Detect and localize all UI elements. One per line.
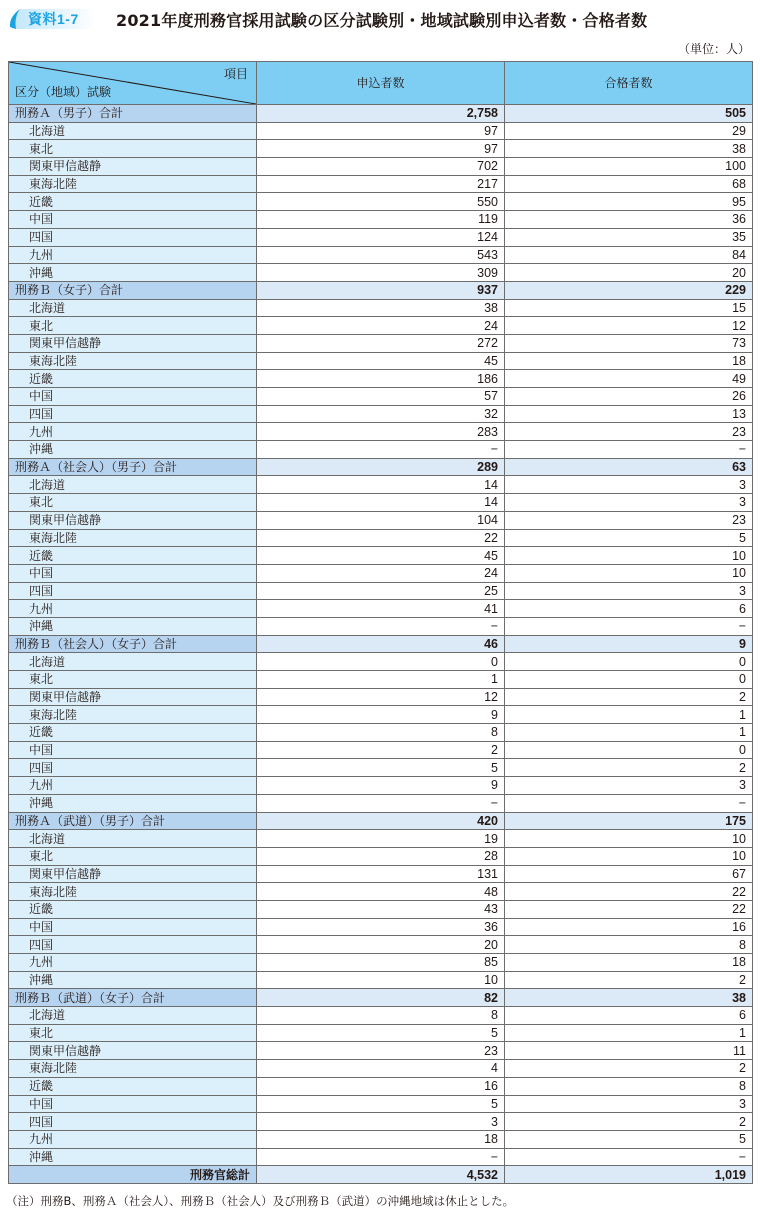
region-passed: 23 <box>505 423 753 441</box>
table-body <box>9 105 753 1184</box>
region-applicants: 2 <box>257 741 505 759</box>
region-name: 北海道 <box>9 122 257 140</box>
region-applicants: 43 <box>257 900 505 918</box>
column-header-passed: 合格者数 <box>505 62 753 105</box>
region-row <box>9 1077 753 1095</box>
region-passed: 11 <box>505 1042 753 1060</box>
region-row <box>9 741 753 759</box>
document-badge <box>6 7 98 31</box>
region-row <box>9 582 753 600</box>
region-passed: 16 <box>505 918 753 936</box>
group-passed: 9 <box>505 635 753 653</box>
region-passed: 26 <box>505 388 753 406</box>
table-header-row <box>9 62 753 105</box>
region-passed: 6 <box>505 1007 753 1025</box>
region-row <box>9 777 753 795</box>
region-name: 近畿 <box>9 900 257 918</box>
region-row <box>9 706 753 724</box>
grand-total-applicants: 4,532 <box>257 1166 505 1184</box>
region-passed: 100 <box>505 158 753 176</box>
region-row <box>9 865 753 883</box>
region-name: 東北 <box>9 317 257 335</box>
region-row <box>9 1007 753 1025</box>
group-label: 刑務Ａ（武道）（男子）合計 <box>9 812 257 830</box>
region-passed: 49 <box>505 370 753 388</box>
group-label: 刑務Ａ（男子）合計 <box>9 105 257 123</box>
region-row <box>9 211 753 229</box>
region-name: 東北 <box>9 847 257 865</box>
region-passed: 8 <box>505 1077 753 1095</box>
region-row <box>9 653 753 671</box>
region-passed: 2 <box>505 971 753 989</box>
unit-label: （単位：人） <box>677 42 750 56</box>
region-row <box>9 158 753 176</box>
region-applicants: 119 <box>257 211 505 229</box>
region-name: 近畿 <box>9 370 257 388</box>
region-passed: 10 <box>505 830 753 848</box>
region-name: 四国 <box>9 228 257 246</box>
region-passed: 29 <box>505 122 753 140</box>
region-name: 近畿 <box>9 1077 257 1095</box>
region-row <box>9 405 753 423</box>
region-name: 東北 <box>9 1024 257 1042</box>
region-applicants: 3 <box>257 1113 505 1131</box>
region-name: 九州 <box>9 600 257 618</box>
grand-total-passed: 1,019 <box>505 1166 753 1184</box>
region-name: 関東甲信越静 <box>9 334 257 352</box>
region-passed: 35 <box>505 228 753 246</box>
region-applicants: − <box>257 441 505 459</box>
region-applicants: 309 <box>257 264 505 282</box>
region-applicants: 38 <box>257 299 505 317</box>
page-title: 2021年度刑務官採用試験の区分試験別・地域試験別申込者数・合格者数 <box>116 10 648 30</box>
region-applicants: 45 <box>257 352 505 370</box>
region-passed: 15 <box>505 299 753 317</box>
region-row <box>9 122 753 140</box>
region-applicants: 16 <box>257 1077 505 1095</box>
region-passed: 84 <box>505 246 753 264</box>
region-name: 中国 <box>9 564 257 582</box>
region-applicants: 1 <box>257 671 505 689</box>
region-passed: 20 <box>505 264 753 282</box>
region-applicants: 24 <box>257 564 505 582</box>
column-header-applicants: 申込者数 <box>257 62 505 105</box>
region-row <box>9 688 753 706</box>
region-passed: − <box>505 441 753 459</box>
footnote: （注）刑務B、刑務Ａ（社会人）、刑務Ｂ（社会人）及び刑務Ｂ（武道）の沖縄地域は休止とした。 <box>6 1194 515 1208</box>
region-passed: 10 <box>505 547 753 565</box>
region-applicants: 25 <box>257 582 505 600</box>
region-passed: 5 <box>505 1130 753 1148</box>
region-applicants: 9 <box>257 706 505 724</box>
region-passed: 2 <box>505 1113 753 1131</box>
region-name: 九州 <box>9 777 257 795</box>
region-applicants: 5 <box>257 759 505 777</box>
region-applicants: 14 <box>257 494 505 512</box>
region-name: 関東甲信越静 <box>9 865 257 883</box>
region-passed: 6 <box>505 600 753 618</box>
group-label: 刑務Ｂ（女子）合計 <box>9 281 257 299</box>
region-name: 関東甲信越静 <box>9 511 257 529</box>
region-passed: 18 <box>505 352 753 370</box>
region-passed: 1 <box>505 1024 753 1042</box>
region-row <box>9 476 753 494</box>
region-applicants: 36 <box>257 918 505 936</box>
region-passed: 12 <box>505 317 753 335</box>
region-passed: 22 <box>505 900 753 918</box>
region-row <box>9 352 753 370</box>
region-name: 九州 <box>9 246 257 264</box>
group-passed: 229 <box>505 281 753 299</box>
region-row <box>9 246 753 264</box>
region-applicants: 9 <box>257 777 505 795</box>
corner-item-label: 項目 <box>223 67 248 81</box>
region-name: 沖縄 <box>9 971 257 989</box>
region-passed: 0 <box>505 653 753 671</box>
region-row <box>9 1095 753 1113</box>
region-name: 四国 <box>9 582 257 600</box>
group-total-row <box>9 281 753 299</box>
region-passed: 10 <box>505 564 753 582</box>
region-name: 九州 <box>9 1130 257 1148</box>
title-bar <box>6 6 647 32</box>
region-applicants: 550 <box>257 193 505 211</box>
region-applicants: 22 <box>257 529 505 547</box>
region-row <box>9 617 753 635</box>
region-name: 四国 <box>9 1113 257 1131</box>
group-passed: 38 <box>505 989 753 1007</box>
region-passed: 73 <box>505 334 753 352</box>
region-row <box>9 954 753 972</box>
grand-total-label: 刑務官総計 <box>9 1166 257 1184</box>
region-passed: 3 <box>505 1095 753 1113</box>
group-applicants: 82 <box>257 989 505 1007</box>
region-name: 四国 <box>9 405 257 423</box>
region-row <box>9 511 753 529</box>
region-row <box>9 547 753 565</box>
region-passed: 8 <box>505 936 753 954</box>
group-applicants: 46 <box>257 635 505 653</box>
region-row <box>9 918 753 936</box>
region-applicants: 57 <box>257 388 505 406</box>
region-row <box>9 600 753 618</box>
region-row <box>9 1060 753 1078</box>
region-row <box>9 564 753 582</box>
region-applicants: 10 <box>257 971 505 989</box>
region-row <box>9 1042 753 1060</box>
group-total-row <box>9 635 753 653</box>
region-applicants: 0 <box>257 653 505 671</box>
region-name: 沖縄 <box>9 1148 257 1166</box>
region-applicants: 186 <box>257 370 505 388</box>
region-name: 中国 <box>9 211 257 229</box>
corner-category-label: 区分（地域）試験 <box>15 85 112 99</box>
region-name: 関東甲信越静 <box>9 688 257 706</box>
region-row <box>9 175 753 193</box>
region-row <box>9 759 753 777</box>
region-applicants: 97 <box>257 122 505 140</box>
region-passed: 18 <box>505 954 753 972</box>
group-applicants: 937 <box>257 281 505 299</box>
region-name: 近畿 <box>9 547 257 565</box>
region-applicants: 97 <box>257 140 505 158</box>
region-passed: 3 <box>505 476 753 494</box>
region-row <box>9 228 753 246</box>
region-applicants: 41 <box>257 600 505 618</box>
region-name: 東海北陸 <box>9 352 257 370</box>
region-name: 東北 <box>9 140 257 158</box>
region-row <box>9 883 753 901</box>
region-name: 東北 <box>9 494 257 512</box>
badge-label: 資料1-7 <box>28 11 79 27</box>
region-name: 北海道 <box>9 830 257 848</box>
region-applicants: 543 <box>257 246 505 264</box>
region-name: 北海道 <box>9 1007 257 1025</box>
region-passed: 68 <box>505 175 753 193</box>
region-passed: 3 <box>505 494 753 512</box>
region-applicants: 20 <box>257 936 505 954</box>
region-row <box>9 317 753 335</box>
region-passed: − <box>505 1148 753 1166</box>
region-applicants: 48 <box>257 883 505 901</box>
region-applicants: 124 <box>257 228 505 246</box>
region-row <box>9 971 753 989</box>
region-applicants: 23 <box>257 1042 505 1060</box>
region-row <box>9 529 753 547</box>
region-name: 関東甲信越静 <box>9 1042 257 1060</box>
region-applicants: 19 <box>257 830 505 848</box>
region-passed: 2 <box>505 759 753 777</box>
region-passed: 1 <box>505 724 753 742</box>
region-row <box>9 830 753 848</box>
group-total-row <box>9 812 753 830</box>
region-row <box>9 494 753 512</box>
region-passed: 38 <box>505 140 753 158</box>
region-passed: 10 <box>505 847 753 865</box>
group-passed: 175 <box>505 812 753 830</box>
region-name: 関東甲信越静 <box>9 158 257 176</box>
region-applicants: 702 <box>257 158 505 176</box>
region-row <box>9 334 753 352</box>
region-applicants: − <box>257 617 505 635</box>
group-total-row <box>9 989 753 1007</box>
region-applicants: 272 <box>257 334 505 352</box>
region-applicants: 45 <box>257 547 505 565</box>
corner-header <box>9 62 257 105</box>
group-passed: 63 <box>505 458 753 476</box>
region-name: 東海北陸 <box>9 175 257 193</box>
region-name: 中国 <box>9 1095 257 1113</box>
region-name: 近畿 <box>9 193 257 211</box>
region-row <box>9 193 753 211</box>
region-applicants: 131 <box>257 865 505 883</box>
region-row <box>9 847 753 865</box>
group-label: 刑務Ｂ（武道）（女子）合計 <box>9 989 257 1007</box>
region-applicants: 8 <box>257 1007 505 1025</box>
region-row <box>9 936 753 954</box>
region-name: 中国 <box>9 918 257 936</box>
region-name: 東海北陸 <box>9 1060 257 1078</box>
region-name: 九州 <box>9 423 257 441</box>
region-applicants: 14 <box>257 476 505 494</box>
region-row <box>9 724 753 742</box>
region-applicants: 283 <box>257 423 505 441</box>
region-applicants: − <box>257 794 505 812</box>
group-label: 刑務Ｂ（社会人）（女子）合計 <box>9 635 257 653</box>
region-passed: 0 <box>505 741 753 759</box>
region-row <box>9 299 753 317</box>
region-applicants: 12 <box>257 688 505 706</box>
region-row <box>9 423 753 441</box>
region-name: 九州 <box>9 954 257 972</box>
region-name: 四国 <box>9 759 257 777</box>
region-name: 四国 <box>9 936 257 954</box>
region-name: 近畿 <box>9 724 257 742</box>
region-row <box>9 370 753 388</box>
region-row <box>9 388 753 406</box>
region-name: 東海北陸 <box>9 706 257 724</box>
region-applicants: 85 <box>257 954 505 972</box>
region-applicants: 104 <box>257 511 505 529</box>
region-applicants: 28 <box>257 847 505 865</box>
group-label: 刑務Ａ（社会人）（男子）合計 <box>9 458 257 476</box>
region-name: 北海道 <box>9 299 257 317</box>
region-passed: 0 <box>505 671 753 689</box>
region-row <box>9 900 753 918</box>
region-applicants: 24 <box>257 317 505 335</box>
region-applicants: 32 <box>257 405 505 423</box>
region-passed: 3 <box>505 582 753 600</box>
region-applicants: 5 <box>257 1095 505 1113</box>
region-applicants: 5 <box>257 1024 505 1042</box>
region-passed: 2 <box>505 688 753 706</box>
region-name: 沖縄 <box>9 794 257 812</box>
group-applicants: 420 <box>257 812 505 830</box>
region-name: 沖縄 <box>9 617 257 635</box>
region-applicants: 4 <box>257 1060 505 1078</box>
region-name: 中国 <box>9 741 257 759</box>
data-table <box>8 61 753 1184</box>
grand-total-row <box>9 1166 753 1184</box>
region-name: 東海北陸 <box>9 529 257 547</box>
region-passed: 95 <box>505 193 753 211</box>
region-passed: 3 <box>505 777 753 795</box>
region-passed: 36 <box>505 211 753 229</box>
group-total-row <box>9 105 753 123</box>
region-row <box>9 441 753 459</box>
region-name: 北海道 <box>9 476 257 494</box>
region-name: 沖縄 <box>9 264 257 282</box>
region-passed: 13 <box>505 405 753 423</box>
region-passed: 67 <box>505 865 753 883</box>
region-passed: 1 <box>505 706 753 724</box>
region-row <box>9 140 753 158</box>
region-name: 中国 <box>9 388 257 406</box>
region-row <box>9 1113 753 1131</box>
group-passed: 505 <box>505 105 753 123</box>
region-name: 東海北陸 <box>9 883 257 901</box>
region-applicants: 18 <box>257 1130 505 1148</box>
group-applicants: 289 <box>257 458 505 476</box>
region-name: 沖縄 <box>9 441 257 459</box>
region-passed: 23 <box>505 511 753 529</box>
region-row <box>9 794 753 812</box>
region-name: 東北 <box>9 671 257 689</box>
region-row <box>9 1130 753 1148</box>
region-passed: 22 <box>505 883 753 901</box>
region-passed: 2 <box>505 1060 753 1078</box>
region-row <box>9 671 753 689</box>
group-applicants: 2,758 <box>257 105 505 123</box>
region-passed: − <box>505 617 753 635</box>
region-name: 北海道 <box>9 653 257 671</box>
region-passed: − <box>505 794 753 812</box>
region-row <box>9 1024 753 1042</box>
region-row <box>9 264 753 282</box>
region-passed: 5 <box>505 529 753 547</box>
region-row <box>9 1148 753 1166</box>
region-applicants: 8 <box>257 724 505 742</box>
region-applicants: 217 <box>257 175 505 193</box>
region-applicants: − <box>257 1148 505 1166</box>
group-total-row <box>9 458 753 476</box>
